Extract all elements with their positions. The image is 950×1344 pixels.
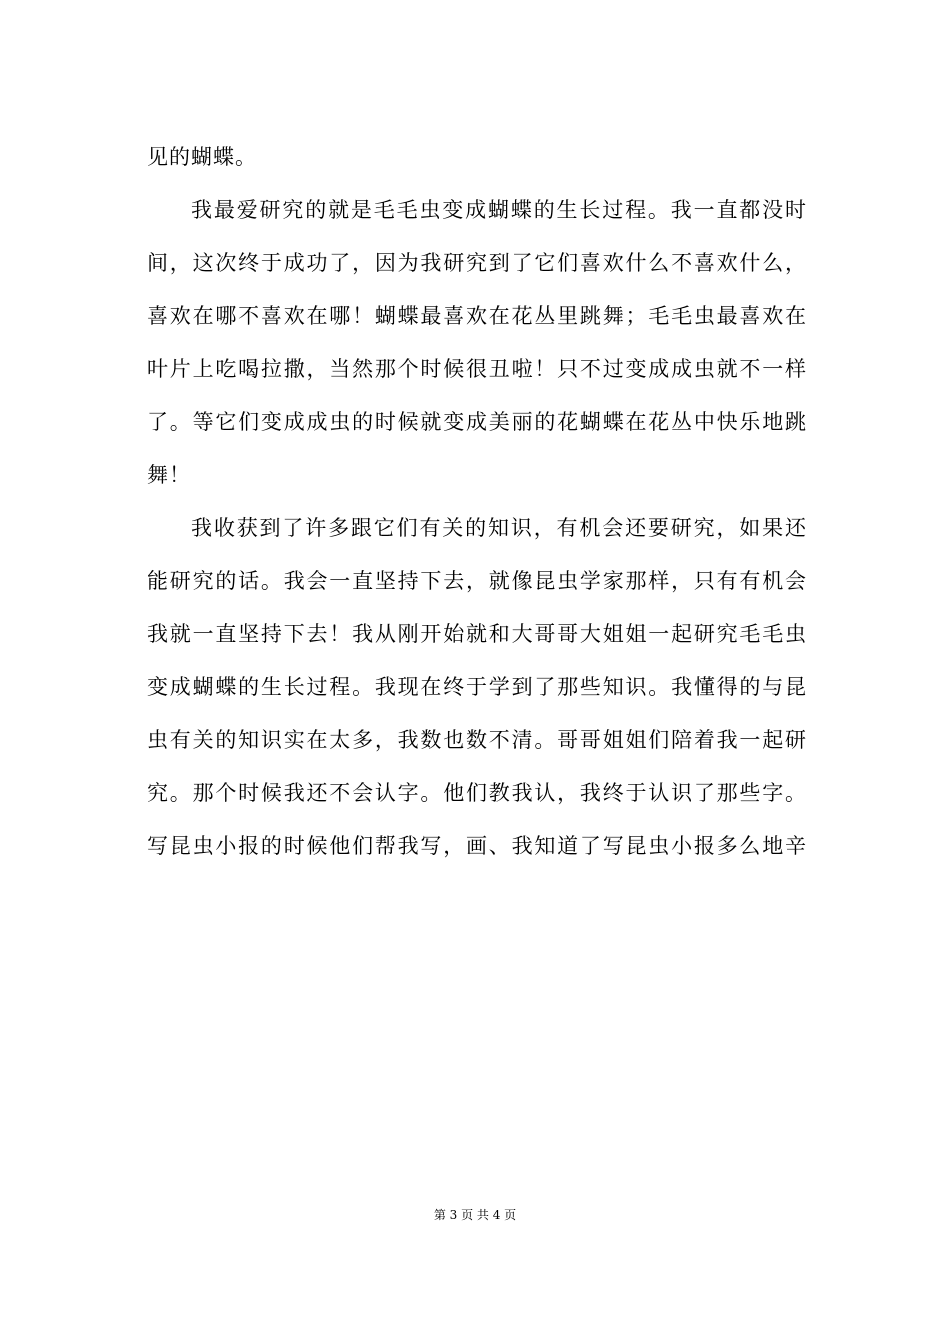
text-line-12: 虫有关的知识实在太多，我数也数不清。哥哥姐姐们陪着我一起研: [147, 728, 807, 752]
document-body: [147, 131, 807, 873]
text-line-14: 写昆虫小报的时候他们帮我写，画、我知道了写昆虫小报多么地辛: [147, 834, 807, 858]
text-line-11: 变成蝴蝶的生长过程。我现在终于学到了那些知识。我懂得的与昆: [147, 675, 807, 699]
text-line-1: 见的蝴蝶。: [147, 145, 257, 169]
text-line-9: 能研究的话。我会一直坚持下去，就像昆虫学家那样，只有有机会: [147, 569, 807, 593]
text-line-3: 间，这次终于成功了，因为我研究到了它们喜欢什么不喜欢什么，: [147, 251, 807, 275]
text-line-10: 我就一直坚持下去！我从刚开始就和大哥哥大姐姐一起研究毛毛虫: [147, 622, 807, 646]
text-line-8: 我收获到了许多跟它们有关的知识，有机会还要研究，如果还: [191, 516, 807, 540]
text-line-6: 了。等它们变成成虫的时候就变成美丽的花蝴蝶在花丛中快乐地跳: [147, 410, 807, 434]
text-line-2: 我最爱研究的就是毛毛虫变成蝴蝶的生长过程。我一直都没时: [191, 198, 807, 222]
text-line-4: 喜欢在哪不喜欢在哪！蝴蝶最喜欢在花丛里跳舞；毛毛虫最喜欢在: [147, 304, 807, 328]
page-footer: [0, 1207, 950, 1223]
text-line-13: 究。那个时候我还不会认字。他们教我认，我终于认识了那些字。: [147, 781, 807, 805]
text-line-7: 舞！: [147, 463, 191, 487]
page-number: 第 3 页 共 4 页: [433, 1208, 517, 1222]
text-line-5: 叶片上吃喝拉撒，当然那个时候很丑啦！只不过变成成虫就不一样: [147, 357, 807, 381]
